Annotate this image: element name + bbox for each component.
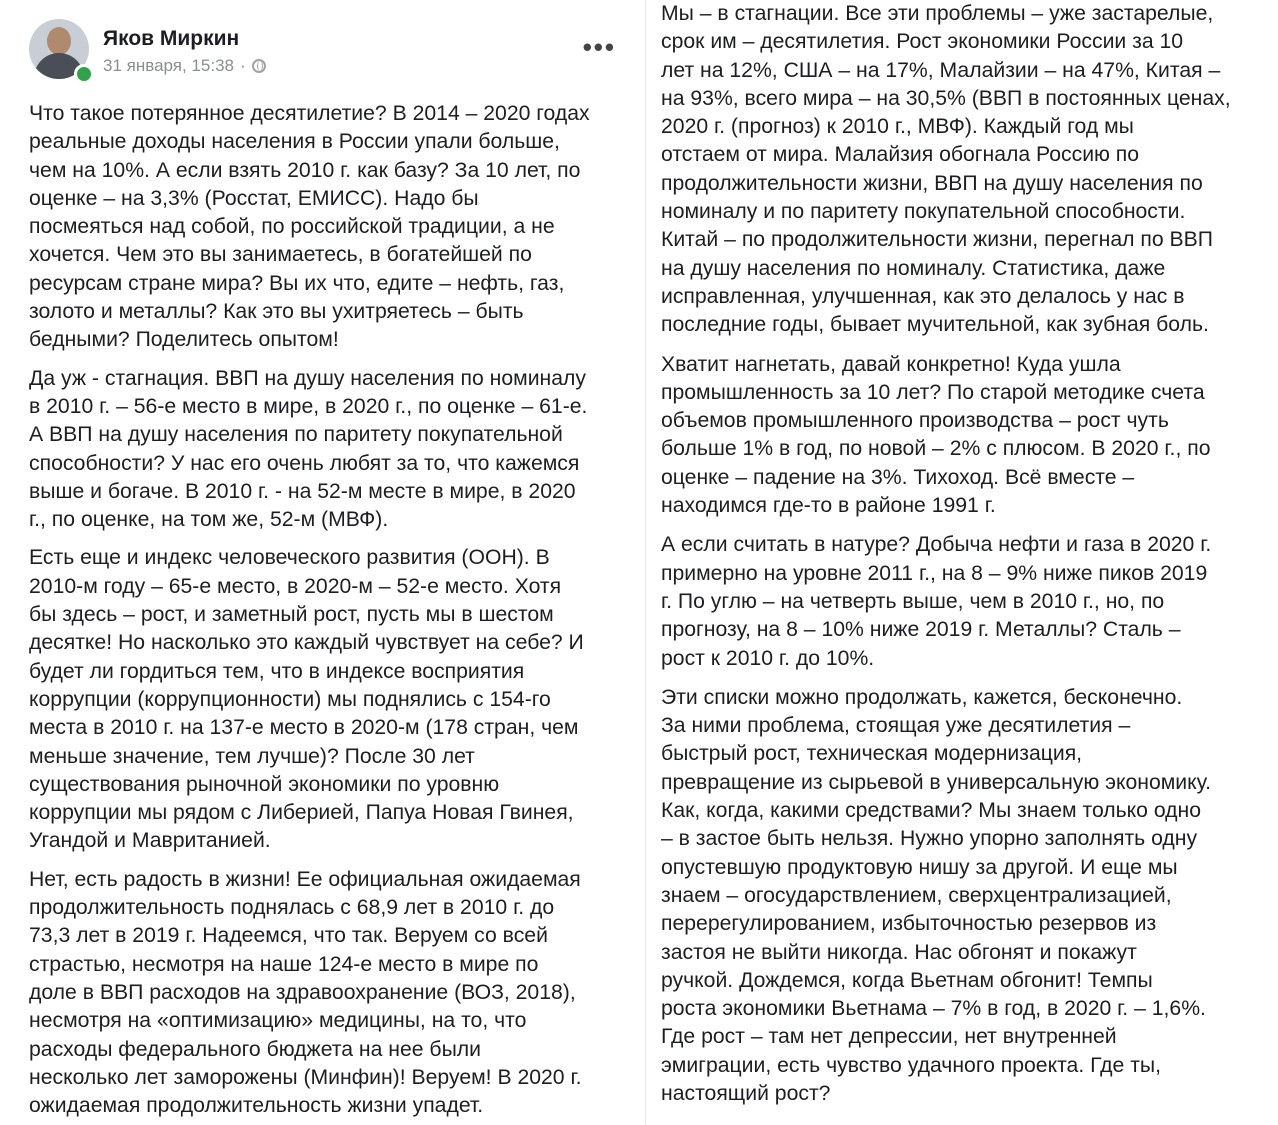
more-options-button[interactable]: ••• — [582, 32, 616, 62]
post-paragraph-3: Есть еще и индекс человеческого развития (ООН). В 2010-м году – 65-е место, в 2020-м – 52-е место. Хотя бы здесь – рост, и заметный рост, пусть мы в шестом десятке! Но насколько это каждый чувствует на себе? И будет ли гордиться тем, что в индексе восприятия коррупции (коррупционности) мы поднялись с 154-го места в 2010 г. на 137-е место в 2020-м (178 стран, чем меньше значение, тем лучше)? После 30 лет существования рыночной экономики по уровню коррупции мы рядом с Либерией, Папуа Новая Гвинея, Угандой и Мавританией. — [29, 546, 584, 853]
post-meta — [103, 56, 266, 76]
globe-icon[interactable] — [252, 59, 266, 73]
meta-separator: · — [239, 56, 246, 75]
right-column — [645, 0, 1278, 1125]
online-status-dot — [74, 64, 94, 84]
post-paragraph-1: Что такое потерянное десятилетие? В 2014 – 2020 годах реальные доходы населения в России упали больше, чем на 10%. А если взять 2010 г. как базу? За 10 лет, по оценке – на 3,3% (Росстат, ЕМИСС). Надо бы посмеяться над собой, по российской традиции, а не хочется. Чем это вы занимаетесь, в богатейшей по ресурсам стране мира? Вы их что, едите – нефть, газ, золото и металлы? Как это вы ухитряетесь – быть бедными? Поделитесь опытом! — [29, 102, 590, 352]
post-date[interactable]: 31 января, 15:38 — [103, 56, 234, 75]
author-name[interactable]: Яков Миркин — [103, 27, 240, 50]
post-paragraph-2: Да уж - стагнация. ВВП на душу населения по номиналу в 2010 г. – 56-е место в мире, в 2020 г., по оценке – 61-е. А ВВП на душу населения по паритету покупательной способности? У нас его очень любят за то, что кажемся выше и богаче. В 2010 г. - на 52-м месте в мире, в 2020 г., по оценке, на том же, 52-м (МВФ). — [29, 366, 588, 532]
post-paragraph-6: Хватит нагнетать, давай конкретно! Куда ушла промышленность за 10 лет? По старой методике счета объемов промышленного производства – рост чуть больше 1% в год, по новой – 2% с плюсом. В 2020 г., по оценке – падение на 3%. Тихоход. Всё вместе – находимся где-то в районе 1991 г. — [661, 352, 1211, 518]
post-paragraph-4: Нет, есть радость в жизни! Ее официальная ожидаемая продолжительность поднялась с 68,9 лет в 2010 г. до 73,3 лет в 2019 г. Надеемся, что так. Веруем со всей страстью, несмотря на наше 124-е место в мире по доле в ВВП расходов на здравоохранение (ВОЗ, 2018), несмотря на «оптимизацию» медицины, на то, что расходы федерального бюджета на нее были несколько лет заморожены (Минфин)! Веруем! В 2020 г. ожидаемая продолжительность жизни упадет. — [29, 867, 582, 1118]
avatar-head — [47, 27, 71, 55]
post-paragraph-7: А если считать в натуре? Добыча нефти и газа в 2020 г. примерно на уровне 2011 г., на 8 – 9% ниже пиков 2019 г. По углю – на четверть выше, чем в 2010 г., но, по прогнозу, на 8 – 10% ниже 2019 г. Металлы? Сталь – рост к 2010 г. до 10%. — [661, 533, 1212, 670]
post-header — [29, 0, 640, 100]
post-paragraph-8: Эти списки можно продолжать, кажется, бесконечно. За ними проблема, стоящая уже десятилетия – быстрый рост, техническая модернизация, превращение из сырьевой в универсальную экономику. Как, когда, какими средствами? Мы знаем только одно – в застое быть нельзя. Нужно упорно заполнять одну опустевшую продуктовую нишу за другой. И еще мы знаем – огосударствлением, сверхцентрализацией, перерегулированием, избыточностью резервов из застоя не выйти никогда. Нас обгонят и покажут ручкой. Дождемся, когда Вьетнам обгонит! Темпы роста экономики Вьетнама – 7% в год, в 2020 г. – 1,6%. Где рост – там нет депрессии, нет внутренней эмиграции, есть чувство удачного проекта. Где ты, настоящий рост? — [661, 685, 1211, 1105]
post-paragraph-5: Мы – в стагнации. Все эти проблемы – уже застарелые, срок им – десятилетия. Рост экономики России за 10 лет на 12%, США – на 17%, Малайзии – на 47%, Китая – на 93%, всего мира – на 30,5% (ВВП в постоянных ценах, 2020 г. (прогноз) к 2010 г., МВФ). Каждый год мы отстаем от мира. Малайзия обогнала Россию по продолжительности жизни, ВВП на душу населения по номиналу и по паритету покупательной способности. Китай – по продолжительности жизни, перегнал по ВВП на душу населения по номиналу. Статистика, даже исправленная, улучшенная, как это делалось у нас в последние годы, бывает мучительной, как зубная боль. — [661, 2, 1231, 337]
